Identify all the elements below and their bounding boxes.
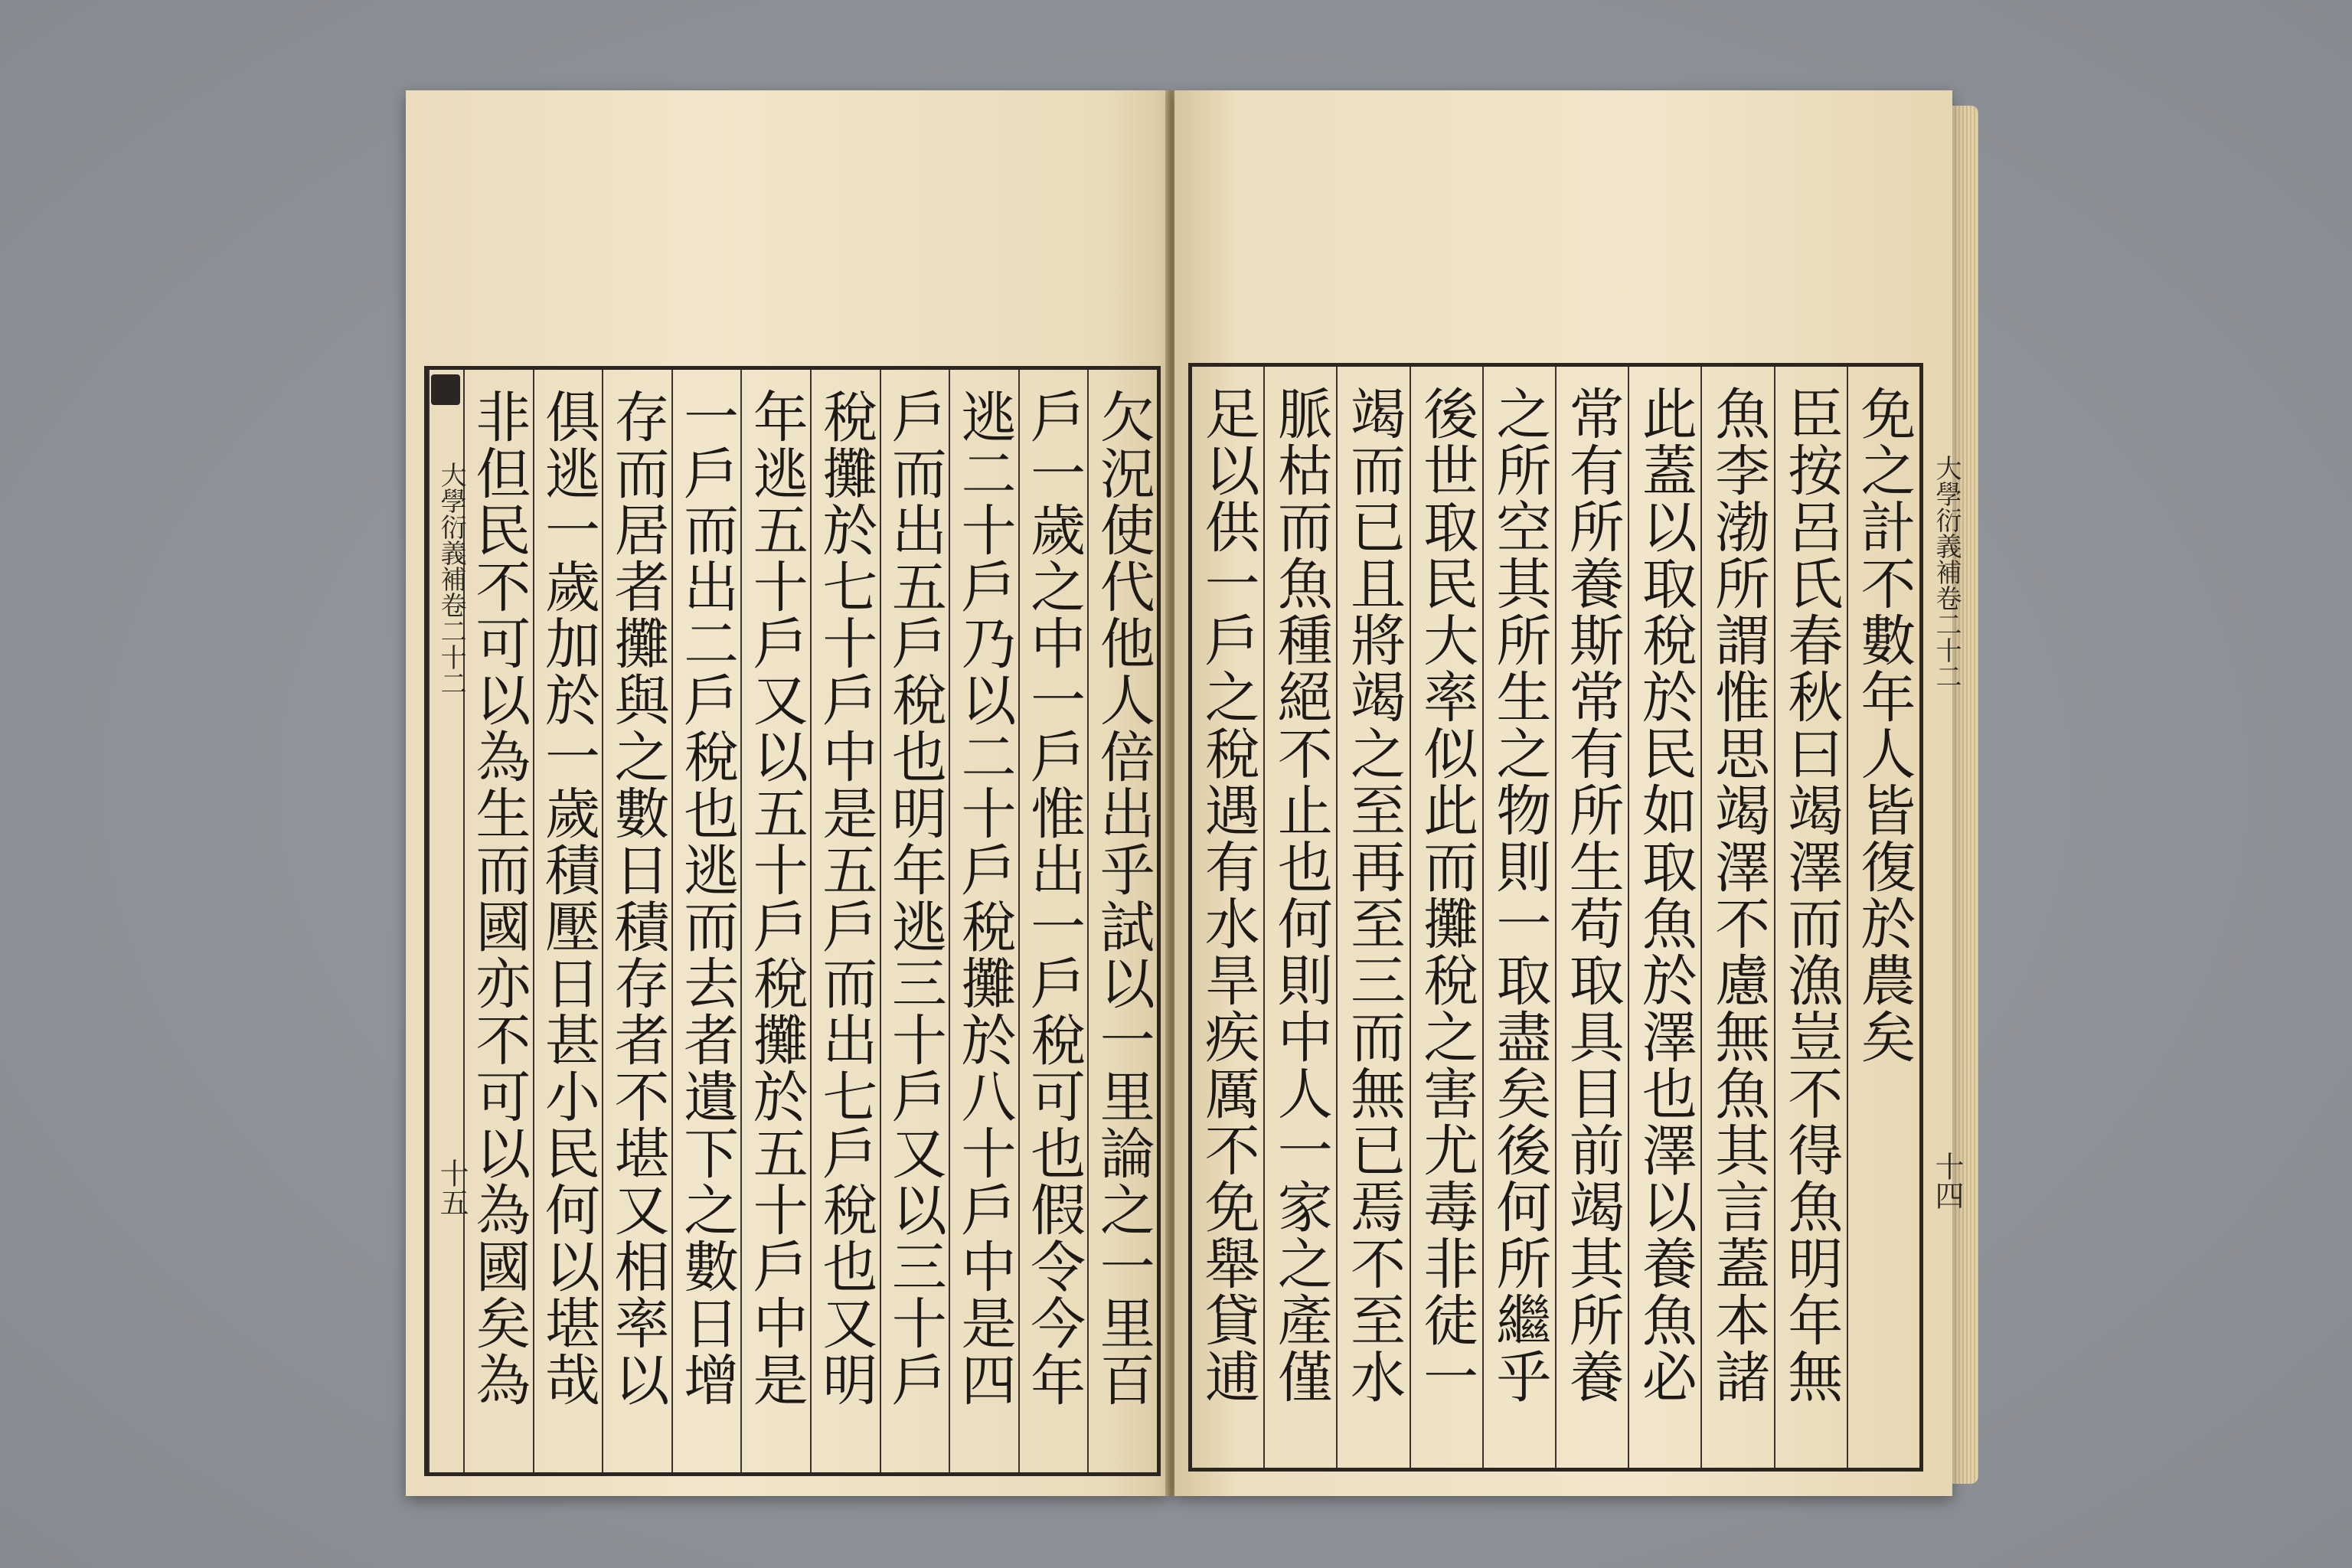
- column-text: 免之計不數年人皆復於農矣: [1851, 385, 1916, 1065]
- text-column: [602, 370, 671, 1472]
- text-column: [1336, 367, 1409, 1468]
- text-column: [1018, 370, 1088, 1472]
- text-column: [1700, 367, 1773, 1468]
- text-column: [1410, 367, 1482, 1468]
- open-book: [406, 90, 1964, 1496]
- left-page-columns: [428, 370, 1157, 1472]
- column-text: 稅攤於七十戶中是五戶而出七戶稅也又明: [813, 388, 878, 1408]
- column-text: 存而居者攤與之數日積存者不堪又相率以: [605, 388, 670, 1408]
- column-text: 戶而出五戶稅也明年逃三十戶又以三十戶: [882, 388, 947, 1408]
- column-text: 此蓋以取稅於民如取魚於澤也澤以養魚必: [1632, 385, 1697, 1405]
- column-text: 竭而已且將竭之至再至三而無已焉不至水: [1341, 385, 1406, 1405]
- text-column: [1482, 367, 1555, 1468]
- left-spine-title: 大學衍義補卷二十二: [436, 462, 467, 696]
- right-page-frame: [1188, 363, 1923, 1472]
- text-column: [1192, 367, 1263, 1468]
- right-page-spine-column: [1925, 363, 1964, 1472]
- text-column: [880, 370, 949, 1472]
- text-column: [740, 370, 810, 1472]
- column-text: 臣按呂氏春秋曰竭澤而漁豈不得魚明年無: [1779, 385, 1844, 1405]
- column-text: 脈枯而魚種絕不止也何則中人一家之產僅: [1268, 385, 1333, 1405]
- left-page: [406, 90, 1168, 1496]
- right-spine-title: 大學衍義補卷二十二: [1931, 455, 1962, 689]
- column-text: 足以供一戶之稅遇有水旱疾厲不免舉貸逋: [1195, 385, 1260, 1405]
- right-page-number: 十四: [1930, 1152, 1964, 1210]
- column-text: 後世取民大率似此而攤稅之害尤毒非徒一: [1414, 385, 1479, 1405]
- text-column: [1774, 367, 1847, 1468]
- fish-tail-mark-icon: [431, 374, 460, 405]
- column-text: 俱逃一歲加於一歲積壓日甚小民何以堪哉: [535, 388, 600, 1408]
- text-column: [1847, 367, 1919, 1468]
- column-text: 欠況使代他人倍出乎試以一里論之一里百: [1090, 388, 1155, 1408]
- left-page-spine-column: [428, 370, 469, 1472]
- left-page-number: 十五: [435, 1158, 469, 1217]
- text-column: [1087, 370, 1157, 1472]
- text-column: [810, 370, 880, 1472]
- text-column: [533, 370, 603, 1472]
- column-text: 魚李渤所謂惟思竭澤不慮無魚其言蓋本諸: [1705, 385, 1770, 1405]
- left-page-frame: [424, 366, 1161, 1476]
- text-column: [1628, 367, 1700, 1468]
- text-column: [1263, 367, 1336, 1468]
- text-column: [463, 370, 533, 1472]
- text-column: [949, 370, 1018, 1472]
- column-text: 一戶而出二戶稅也逃而去者遺下之數日增: [675, 388, 740, 1408]
- column-text: 戶一歲之中一戶惟出一戶稅可也假令今年: [1021, 388, 1086, 1408]
- text-column: [1555, 367, 1628, 1468]
- column-text: 年逃五十戶又以五十戶稅攤於五十戶中是: [743, 388, 808, 1408]
- column-text: 常有所養斯常有所生苟取具目前竭其所養: [1560, 385, 1625, 1405]
- column-text: 非但民不可以為生而國亦不可以為國矣為: [466, 388, 531, 1408]
- right-page-columns: [1192, 367, 1919, 1468]
- right-page: [1174, 90, 1964, 1496]
- text-column: [671, 370, 741, 1472]
- column-text: 之所空其所生之物則一取盡矣後何所繼乎: [1487, 385, 1552, 1405]
- column-text: 逃二十戶乃以二十戶稅攤於八十戶中是四: [952, 388, 1017, 1408]
